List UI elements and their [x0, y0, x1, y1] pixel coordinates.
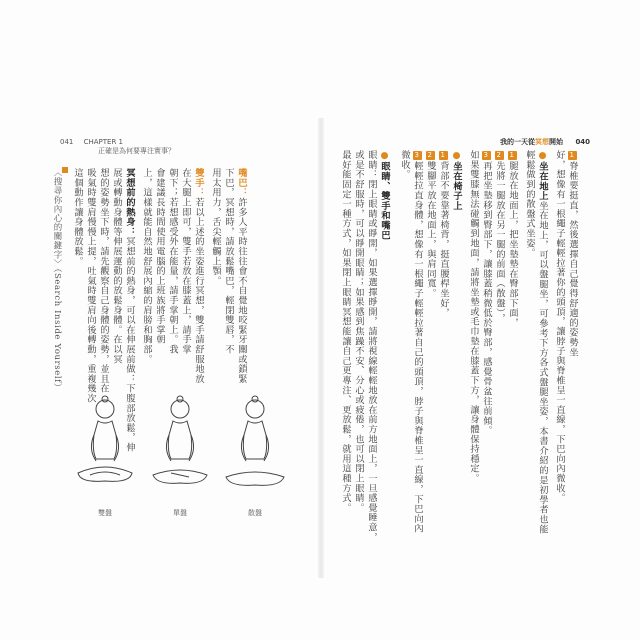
body-text: 微收。	[399, 150, 410, 180]
body-text: 用太用力，舌尖輕觸上顎。	[210, 168, 221, 286]
body-text: 最好能固定一種方式，如果閉上眼睛冥想能讓自己更專注、更放鬆，就用這種方式。	[340, 150, 351, 513]
running-title-b: 開始	[549, 138, 563, 146]
body-text: 在大腿上即可，雙手若放在膝蓋上，請手掌	[180, 168, 191, 355]
left-col-2	[222, 168, 235, 354]
body-text: 吸氣時雙肩慢慢上提，吐氣時雙肩向後轉動，重複幾次	[85, 168, 96, 404]
chapter-title: 正確是為何要專注實事？	[98, 147, 175, 155]
quote-mark-icon	[62, 158, 68, 164]
body-text: 好，想像有一根繩子輕輕拉著你的頭頂，讓脖子與脊椎呈一直線，下巴向內微收。	[554, 150, 565, 503]
body-text: 會建議長時間使用電腦的上班族將手掌朝	[154, 168, 165, 345]
step-number-icon: 2	[427, 151, 433, 159]
left-col-6	[166, 168, 179, 354]
body-text: 背部不要靠著椅背，挺直腰桿坐好，	[438, 161, 449, 318]
right-col-16	[352, 150, 365, 513]
body-text: 輕鬆做到的散盤式坐姿。	[524, 150, 535, 258]
right-col-12	[411, 150, 424, 533]
right-col-14	[378, 150, 391, 240]
left-col-1	[235, 168, 248, 384]
step-number-icon: 2	[496, 151, 502, 159]
right-col-11	[424, 150, 437, 298]
body-text: 朝下；若想感受外在能量，請手掌朝上。我	[167, 168, 178, 355]
label-warmup: 冥想前的熱身：	[124, 168, 135, 237]
right-col-5	[506, 150, 519, 328]
body-text: 或是不舒服時，可以睜開眼睛；如果感到焦躁不安、分心或疲倦，也可以閉上眼睛。	[353, 150, 364, 513]
left-col-10	[110, 168, 123, 364]
body-text: 雙腳平放在地面上，與肩同寬。	[425, 161, 436, 299]
heading-sit-chair: 坐在椅子上	[451, 161, 462, 211]
left-col-7	[153, 168, 166, 344]
chapter-label: CHAPTER 1	[83, 138, 124, 146]
figure-half-lotus	[145, 395, 215, 505]
step-number-icon: 3	[483, 151, 489, 159]
bullet-icon: ●	[379, 150, 390, 162]
right-col-4	[523, 150, 536, 258]
running-title-a: 我的一天從	[500, 138, 535, 146]
right-col-3	[536, 150, 549, 534]
left-col-11	[97, 168, 110, 393]
step-number-icon: 1	[569, 151, 575, 159]
body-text: 若以上述的坐姿進行冥想，雙手請舒服地放	[193, 197, 204, 384]
running-title-accent: 冥想	[535, 138, 549, 146]
body-text: 眼睛：閉上眼睛或睜開，如果選擇睜開，請將視線輕輕地放在前方地面上，一旦感覺睡意，	[366, 150, 377, 542]
step-number-icon: 1	[509, 151, 515, 159]
caption-half-lotus: 單盤	[173, 509, 187, 517]
left-col-8	[140, 168, 153, 364]
caption-easy-pose: 散盤	[248, 509, 262, 517]
left-col-5	[179, 168, 192, 354]
label-mouth: 嘴巴：	[236, 168, 247, 198]
body-text: 腿放在地面上，把坐墊墊在臀部下面，	[507, 161, 518, 328]
body-text: 先將一腿放在另一腿的前面（散盤），	[494, 161, 505, 323]
book-reference	[50, 168, 63, 392]
body-text: 這個動作讓身體放鬆。	[72, 168, 83, 266]
right-col-15	[365, 150, 378, 542]
left-col-3	[209, 168, 222, 286]
right-header	[500, 138, 590, 147]
right-page-number: 040	[575, 138, 591, 146]
step-number-icon: 1	[440, 151, 446, 159]
bullet-icon: ●	[451, 150, 462, 162]
left-col-4	[192, 168, 205, 384]
right-col-2	[553, 150, 566, 503]
bullet-icon: ●	[537, 150, 548, 162]
right-col-13	[398, 150, 411, 179]
left-col-13	[71, 168, 84, 266]
caption-full-lotus: 雙盤	[98, 509, 112, 517]
body-text: 下巴，冥想時，請放鬆嘴巴，輕閉雙唇，不	[223, 168, 234, 355]
body-text: 上，這樣就能自然地舒展內縮的肩膀和胸部。	[141, 168, 152, 364]
right-col-8	[467, 150, 480, 483]
right-col-7	[480, 150, 493, 435]
label-hands: 雙手：	[193, 168, 204, 198]
heading-eyes: 眼睛、雙手和嘴巴	[379, 161, 390, 241]
body-text: 展或轉動身體等伸展運動的放鬆身體。在以冥	[111, 168, 122, 364]
body-text: 許多人平時往往會不自覺地咬緊牙關或鎖緊	[236, 197, 247, 384]
body-text: 再把坐墊移到臀部下，讓膝蓋稍微低於臀部，感覺骨盆往前傾。	[481, 161, 492, 436]
left-page-number: 041	[60, 138, 74, 146]
body-text: 冥想前的熱身，可以在伸展前做：下腹部放鬆，伸	[124, 236, 135, 453]
page-gutter	[318, 118, 324, 578]
figure-easy-pose	[220, 395, 290, 505]
body-text: 輕輕拉直身體，想像有一根繩子輕輕拉著自己的頭頂，脖子與脊椎呈一直線，下巴向內	[412, 161, 423, 534]
step-number-icon: 3	[414, 151, 420, 159]
body-text: 如果雙膝無法碰觸到地面，請將坐墊或毛巾墊在膝蓋下方，讓身體保持穩定。	[468, 150, 479, 484]
figure-full-lotus	[70, 395, 140, 505]
heading-sit-floor: 坐在地上	[537, 161, 548, 201]
book-reference-title: 〈搜尋你內心的關鍵字〉（Search Inside Yourself）	[52, 168, 62, 393]
left-col-12	[84, 168, 97, 403]
right-col-9	[450, 150, 463, 211]
body-text: 脊椎要挺直，然後選擇自己覺得舒適的姿勢坐	[567, 161, 578, 357]
right-col-10	[437, 150, 450, 318]
right-col-6	[493, 150, 506, 323]
left-header	[60, 138, 175, 156]
right-col-1	[566, 150, 579, 357]
body-text: 坐在地上，可以盤腿坐，可參考下方各式盤腿坐姿，本書介紹的是初學者也能	[537, 200, 548, 535]
body-text: 想的姿勢坐下時，請先觀察自己身體的姿勢，並且在	[98, 168, 109, 394]
right-col-17	[339, 150, 352, 513]
